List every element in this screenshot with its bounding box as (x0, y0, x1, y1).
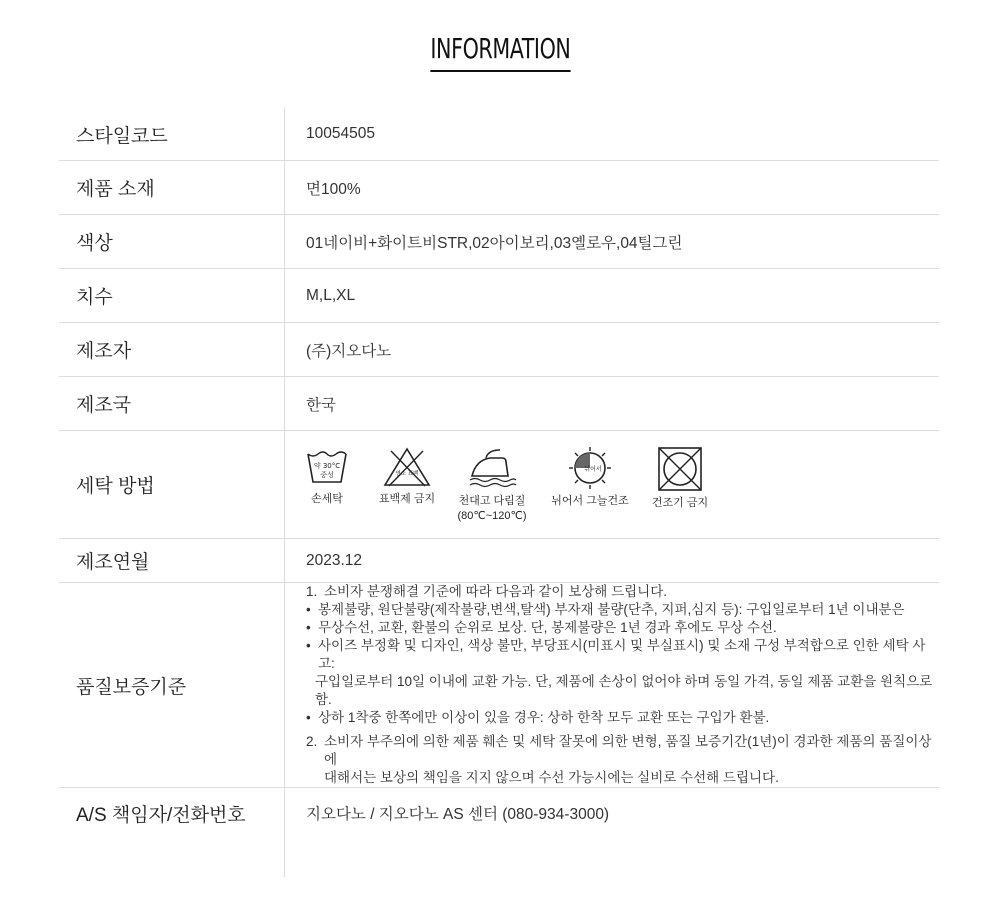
hand-wash-sub: 중성 (320, 470, 334, 479)
quality-bullet-3 (306, 709, 939, 727)
value-size: M,L,XL (285, 269, 940, 323)
wash-item-tumble (640, 446, 720, 511)
wash-label-dry-flat: 뉘어서 그늘건조 (551, 494, 629, 507)
value-color: 01네이비+화이트비STR,02아이보리,03옐로우,04틸그린 (285, 215, 940, 269)
value-style-code: 10054505 (285, 108, 940, 161)
quality-bullet-2-line-a: 사이즈 부정확 및 디자인, 색상 불만, 부당표시(미표시 및 부실표시) 및 소재 구성 부적합으로 인한 세탁 사고: (318, 638, 926, 671)
info-table (59, 108, 939, 877)
row-washing (59, 431, 939, 539)
hand-wash-icon (305, 446, 349, 488)
value-material: 면100% (285, 161, 940, 215)
quality-item-1-num: 1. (306, 584, 318, 599)
page-title-wrap (0, 30, 1000, 72)
quality-bullet-2 (306, 637, 939, 673)
wash-label-iron (457, 494, 526, 524)
no-bleach-icon (382, 446, 432, 488)
label-material: 제품 소재 (59, 161, 285, 215)
quality-bullet-1 (306, 601, 939, 619)
quality-item-2-num: 2. (306, 734, 318, 749)
quality-bullet-2-line-b: 구입일로부터 10일 이내에 교환 가능. 단, 제품에 손상이 없어야 하며 동일 가격, 동일 제품 교환을 원칙으로 함. (315, 674, 933, 707)
label-country: 제조국 (59, 377, 285, 431)
value-washing (285, 431, 940, 539)
quality-list (306, 583, 939, 787)
wash-item-dry-flat (544, 446, 636, 509)
hand-wash-temp: 약 30°C (313, 461, 341, 470)
quality-item-1-text: 소비자 분쟁해결 기준에 따라 다음과 같이 보상해 드립니다. (324, 584, 667, 599)
row-maker (59, 323, 939, 377)
value-as: 지오다노 / 지오다노 AS 센터 (080-934-3000) (306, 806, 610, 823)
row-style-code (59, 108, 939, 161)
no-tumble-dry-icon (657, 446, 703, 492)
label-date: 제조연월 (59, 539, 285, 583)
label-size: 치수 (59, 269, 285, 323)
quality-bullet-1-line-a: 봉제불량, 원단불량(제작불량,변색,탈색) 부자재 불량(단추, 지퍼,심지 등): 구입일로부터 1년 이내분은 (318, 602, 905, 617)
bleach-inner-text: 염소 표백 (395, 470, 419, 477)
wash-label-iron-main: 천대고 다림질 (458, 494, 526, 507)
row-date (59, 539, 939, 583)
wash-icons (306, 446, 939, 524)
quality-bullet-3-text: 상하 1착중 한쪽에만 이상이 있을 경우: 상하 한착 모두 교환 또는 구입가 환불. (318, 710, 770, 725)
wash-item-bleach (368, 446, 446, 507)
value-quality (285, 583, 940, 788)
label-washing: 세탁 방법 (59, 431, 285, 539)
iron-icon (466, 446, 518, 490)
wash-label-bleach: 표백제 금지 (378, 492, 436, 505)
quality-item-2-cont (306, 769, 939, 787)
quality-bullet-1-line-b: 무상수선, 교환, 환불의 순위로 보상. 단, 봉제불량은 1년 경과 후에도 무상 수선. (318, 620, 777, 635)
label-maker: 제조자 (59, 323, 285, 377)
value-maker: (주)지오다노 (285, 323, 940, 377)
wash-label-tumble: 건조기 금지 (651, 496, 709, 509)
label-color: 색상 (59, 215, 285, 269)
quality-item-1 (306, 583, 939, 601)
row-color (59, 215, 939, 269)
wash-item-hand (298, 446, 356, 507)
quality-item-2-line-b: 대해서는 보상의 책임을 지지 않으며 수선 가능시에는 실비로 수선해 드립니다. (324, 770, 779, 785)
quality-item-2 (306, 733, 939, 769)
label-style-code: 스타일코드 (59, 108, 285, 161)
value-date: 2023.12 (285, 539, 940, 583)
quality-bullet-1-cont (306, 619, 939, 637)
wash-item-iron (446, 446, 538, 524)
row-as (59, 788, 939, 878)
label-quality: 품질보증기준 (59, 583, 285, 788)
label-as: A/S 책임자/전화번호 (59, 788, 285, 878)
wash-label-hand: 손세탁 (311, 492, 343, 505)
wash-label-iron-sub: (80℃~120℃) (457, 509, 527, 522)
row-material (59, 161, 939, 215)
page-title: INFORMATION (430, 30, 570, 72)
value-country: 한국 (285, 377, 940, 431)
quality-item-2-line-a: 소비자 부주의에 의한 제품 훼손 및 세탁 잘못에 의한 변형, 품질 보증기간(1년)이 경과한 제품의 품질이상에 (324, 734, 932, 767)
row-size (59, 269, 939, 323)
row-quality (59, 583, 939, 788)
row-country (59, 377, 939, 431)
dry-flat-inner-text: 뉘어서 (584, 465, 602, 473)
dry-flat-shade-icon (566, 446, 614, 490)
quality-bullet-2-cont (306, 673, 939, 709)
